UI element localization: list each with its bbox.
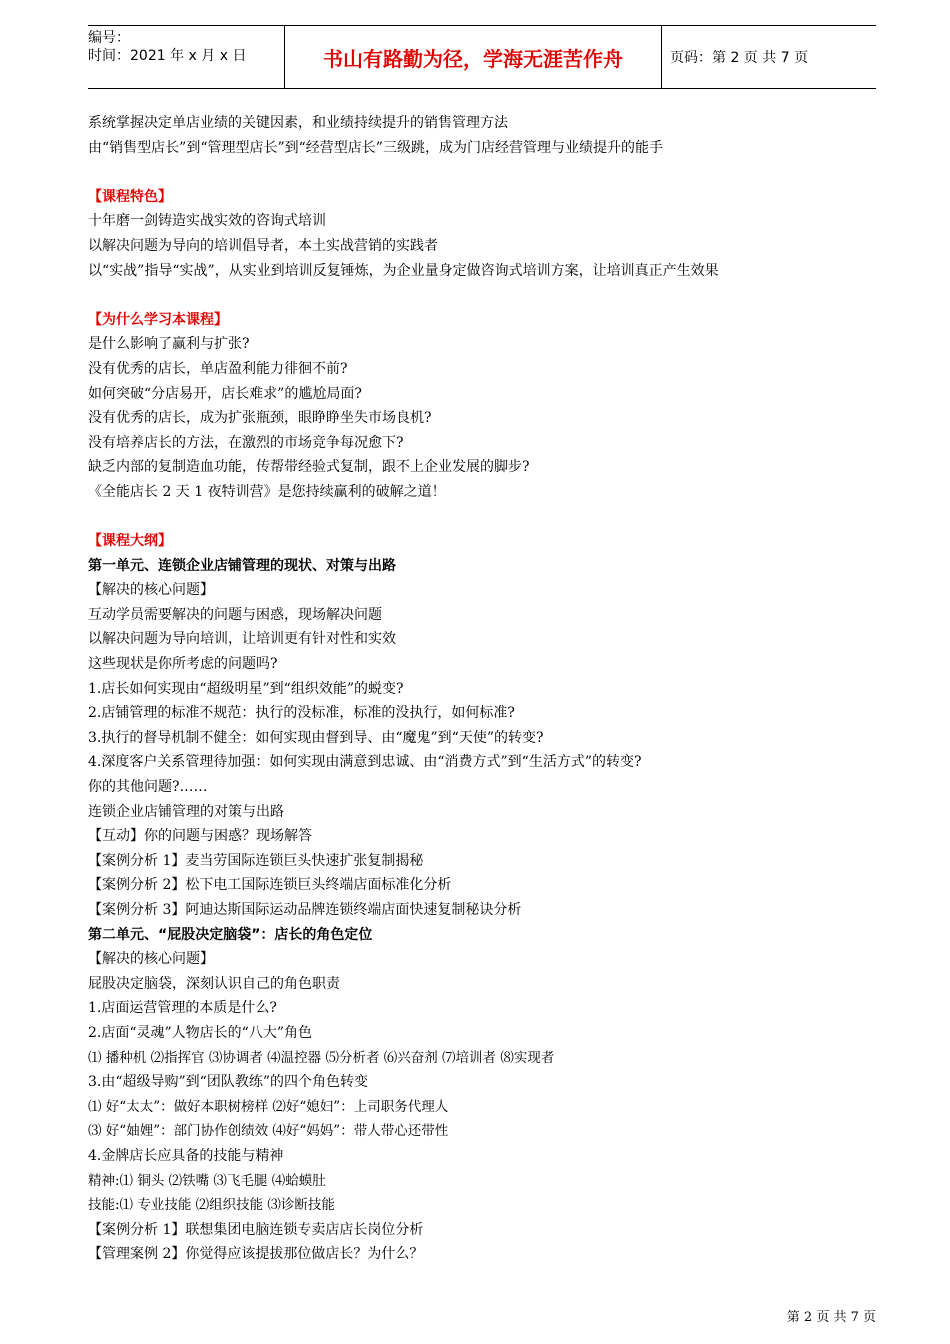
why-line: 是什么影响了赢利与扩张?: [88, 336, 250, 353]
why-line: 《全能店长 2 天 1 夜特训营》是您持续赢利的破解之道！: [88, 483, 446, 500]
page-footer: 第 2 页 共 7 页: [786, 1310, 876, 1325]
features-line: 十年磨一剑铸造实战实效的咨询式培训: [88, 213, 326, 230]
unit2-line: 技能:⑴ 专业技能 ⑵组织技能 ⑶诊断技能: [88, 1197, 335, 1214]
why-line: 如何突破“分店易开，店长难求”的尴尬局面?: [88, 385, 362, 402]
unit1-title: 第一单元、连锁企业店铺管理的现状、对策与出路: [88, 557, 396, 574]
unit2-line: 2.店面“灵魂”人物店长的“八大”角色: [88, 1024, 312, 1041]
page-header: [88, 25, 876, 89]
features-line: 以“实战”指导“实战”，从实业到培训反复锤炼，为企业量身定做咨询式培训方案，让培训真正产生效果: [88, 262, 719, 279]
unit1-line: 你的其他问题?……: [88, 779, 208, 796]
why-line: 没有培养店长的方法，在激烈的市场竞争每况愈下?: [88, 434, 404, 451]
unit1-line: 1.店长如何实现由“超级明星”到“组织效能”的蜕变?: [88, 680, 404, 697]
unit2-line: 精神:⑴ 铜头 ⑵铁嘴 ⑶飞毛腿 ⑷蛤蟆肚: [88, 1172, 326, 1189]
document-body: [88, 111, 888, 1267]
unit2-line: 3.由“超级导购”到“团队教练”的四个角色转变: [88, 1074, 368, 1091]
unit1-line: 这些现状是你所考虑的问题吗?: [88, 656, 278, 673]
unit2-line: 屁股决定脑袋，深刻认识自己的角色职责: [88, 975, 340, 992]
unit2-line: 【案例分析 1】联想集团电脑连锁专卖店店长岗位分析: [88, 1221, 424, 1238]
why-line: 没有优秀的店长，单店盈利能力徘徊不前?: [88, 360, 348, 377]
outline-title: 【课程大纲】: [88, 533, 172, 550]
unit1-line: 4.深度客户关系管理待加强：如何实现由满意到忠诚、由“消费方式”到“生活方式”的转变?: [88, 754, 642, 771]
unit2-line: ⑴ 播种机 ⑵指挥官 ⑶协调者 ⑷温控器 ⑸分析者 ⑹兴奋剂 ⑺培训者 ⑻实现者: [88, 1049, 555, 1066]
unit2-title: 第二单元、“屁股决定脑袋”：店长的角色定位: [88, 926, 373, 943]
features-line: 以解决问题为导向的培训倡导者，本土实战营销的实践者: [88, 237, 438, 254]
header-motto: 书山有路勤为径，学海无涯苦作舟: [285, 26, 662, 88]
why-title: 【为什么学习本课程】: [88, 311, 228, 328]
unit2-line: ⑴ 好“太太”：做好本职树榜样 ⑵好“媳妇”：上司职务代理人: [88, 1098, 449, 1115]
unit2-line: 【管理案例 2】你觉得应该提拔那位做店长？为什么？: [88, 1246, 424, 1263]
header-meta: [88, 26, 285, 88]
features-title: 【课程特色】: [88, 188, 172, 205]
unit2-line: 1.店面运营管理的本质是什么?: [88, 1000, 277, 1017]
number-label: 编号：: [88, 30, 130, 46]
why-line: 没有优秀的店长，成为扩张瓶颈，眼睁睁坐失市场良机?: [88, 410, 432, 427]
unit2-line: ⑶ 好“妯娌”：部门协作创绩效 ⑷好“妈妈”：带人带心还带性: [88, 1123, 449, 1140]
intro-line: 由“销售型店长”到“管理型店长”到“经营型店长”三级跳，成为门店经营管理与业绩提升的能手: [88, 139, 663, 156]
unit1-line: 3.执行的督导机制不健全：如何实现由督到导、由“魔鬼”到“天使”的转变?: [88, 729, 544, 746]
unit1-line: 【案例分析 2】松下电工国际连锁巨头终端店面标准化分析: [88, 877, 452, 894]
unit1-line: 连锁企业店铺管理的对策与出路: [88, 803, 284, 820]
time-label: 时间：2021 年 x 月 x 日: [88, 48, 247, 64]
unit1-line: 【案例分析 3】阿迪达斯国际运动品牌连锁终端店面快速复制秘诀分析: [88, 902, 522, 918]
unit1-line: 【解决的核心问题】: [88, 582, 214, 599]
unit1-line: 互动学员需要解决的问题与困惑，现场解决问题: [88, 606, 382, 623]
why-line: 缺乏内部的复制造血功能，传帮带经验式复制，跟不上企业发展的脚步?: [88, 459, 530, 476]
unit1-line: 2.店铺管理的标准不规范：执行的没标准，标准的没执行，如何标准?: [88, 705, 515, 722]
unit2-line: 【解决的核心问题】: [88, 951, 214, 968]
intro-line: 系统掌握决定单店业绩的关键因素，和业绩持续提升的销售管理方法: [88, 115, 508, 131]
unit2-line: 4.金牌店长应具备的技能与精神: [88, 1147, 284, 1164]
unit1-line: 以解决问题为导向培训，让培训更有针对性和实效: [88, 631, 396, 648]
unit1-line: 【互动】你的问题与困惑？现场解答: [88, 828, 312, 845]
header-page-label: 页码：第 2 页 共 7 页: [670, 50, 809, 66]
unit1-line: 【案例分析 1】麦当劳国际连锁巨头快速扩张复制揭秘: [88, 852, 424, 869]
